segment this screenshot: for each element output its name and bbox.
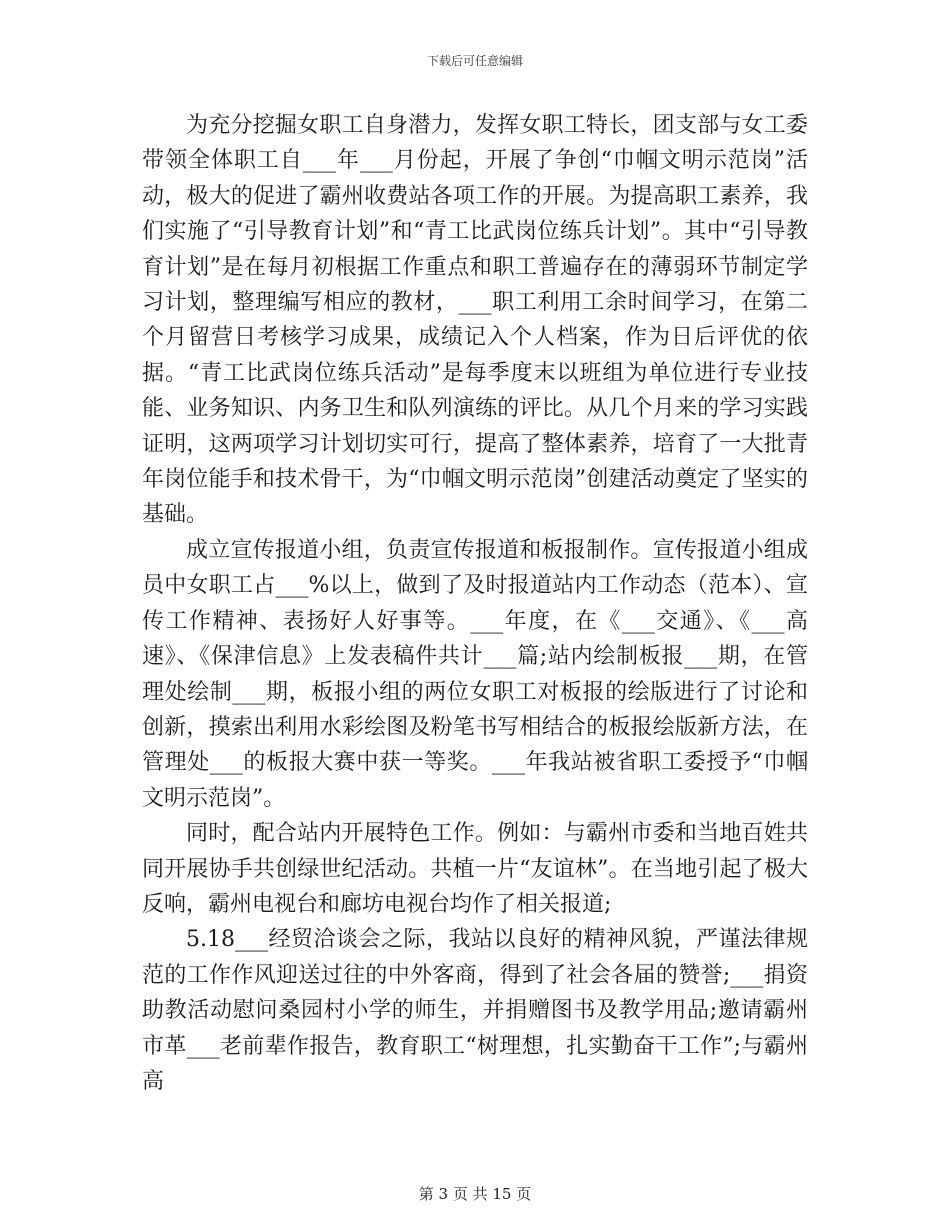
paragraph-women-potential: 为充分挖掘女职工自身潜力，发挥女职工特长，团支部与女工委带领全体职工自___年___月份起，开展了争创“巾帼文明示范岗”活动，极大的促进了霸州收费站各项工作的开展。为提高职工素养，我们实施了“引导教育计划”和“青工比武岗位练兵计划”。其中“引导教育计划”是在每月初根据工作重点和职工普遍存在的薄弱环节制定学习计划，整理编写相应的教材，___职工利用工余时间学习，在第二个月留营日考核学习成果，成绩记入个人档案，作为日后评优的依据。“青工比武岗位练兵活动”是每季度末以班组为单位进行专业技能、业务知识、内务卫生和队列演练的评比。从几个月来的学习实践证明，这两项学习计划切实可行，提高了整体素养，培育了一大批青年岗位能手和技术骨干，为“巾帼文明示范岗”创建活动奠定了坚实的基础。 bbox=[142, 113, 808, 528]
paragraph-publicity-group: 成立宣传报道小组，负责宣传报道和板报制作。宣传报道小组成员中女职工占___%以上，做到了及时报道站内工作动态（范本）、宣传工作精神、表扬好人好事等。___年度，在《___交通》、《___高速》、《保津信息》上发表稿件共计___篇;站内绘制板报___期，在管理处绘制___期，板报小组的两位女职工对板报的绘版进行了讨论和创新，摸索出利用水彩绘图及粉笔书写相结合的板报绘版新方法，在管理处___的板报大赛中获一等奖。___年我站被省职工委授予“巾帼文明示范岗”。 bbox=[142, 537, 808, 811]
paragraph-trade-fair: 5.18___经贸洽谈会之际，我站以良好的精神风貌，严谨法律规范的工作作风迎送过往的中外客商，得到了社会各届的赞誉;___捐资助教活动慰问桑园村小学的师生，并捐赠图书及教学用品;邀请霸州市革___老前辈作报告，教育职工“树理想，扎实勤奋干工作”;与霸州高 bbox=[142, 927, 808, 1094]
page-number: 第 3 页 共 15 页 bbox=[418, 1185, 532, 1203]
paragraph-special-work: 同时，配合站内开展特色工作。例如：与霸州市委和当地百姓共同开展协手共创绿世纪活动。共植一片“友谊林”。在当地引起了极大反响，霸州电视台和廊坊电视台均作了相关报道; bbox=[142, 821, 808, 917]
page-header-note: 下载后可任意编辑 bbox=[426, 54, 523, 68]
document-body bbox=[142, 108, 808, 1099]
